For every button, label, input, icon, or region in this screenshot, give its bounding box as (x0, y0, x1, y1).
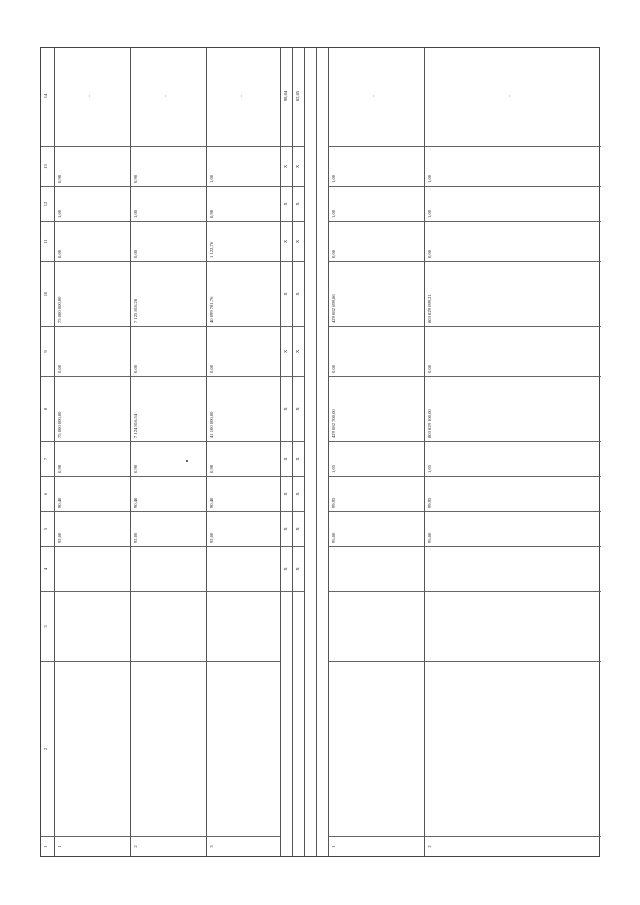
col-num-12: 12 (41, 186, 54, 221)
table-row (55, 48, 131, 856)
summary-label (281, 591, 292, 856)
col-num-6: 6 (41, 476, 54, 511)
col-num-3: 3 (41, 591, 54, 661)
summary-row (281, 48, 293, 856)
value-cell: 0,00 (55, 221, 130, 261)
summary-value: 82,85 (295, 90, 300, 102)
x-mark: X (281, 146, 292, 186)
unit-cell (329, 546, 424, 591)
x-mark: X (281, 186, 292, 221)
row-index: 3 (207, 836, 280, 856)
table-row (329, 48, 425, 856)
col-num-7: 7 (41, 441, 54, 476)
value-cell: 0,00 (329, 221, 424, 261)
x-mark: X (281, 261, 292, 326)
value-cell: 90,40 (55, 476, 130, 511)
value-cell: 1,00 (425, 146, 601, 186)
row-index: 2 (131, 836, 206, 856)
value-cell: 0,98 (131, 146, 206, 186)
table-row (131, 48, 207, 856)
unit-cell (425, 546, 601, 591)
x-mark: X (281, 376, 292, 441)
value-cell: 95,00 (425, 511, 601, 546)
report-table (40, 47, 600, 857)
event-description (131, 661, 206, 836)
x-mark: X (293, 146, 304, 186)
x-mark: X (293, 511, 304, 546)
col-num-1: 1 (41, 836, 54, 856)
x-mark: X (293, 261, 304, 326)
subprogram-title (305, 48, 317, 856)
col-num-10: 10 (41, 261, 54, 326)
value-cell: 1 122,76 (207, 221, 280, 261)
value-cell: 1,00 (329, 186, 424, 221)
x-mark: X (281, 546, 292, 591)
x-mark: X (281, 221, 292, 261)
unit-cell (55, 546, 130, 591)
value-cell: - (239, 95, 244, 97)
col-num-4: 4 (41, 546, 54, 591)
value-cell: 0,00 (329, 326, 424, 376)
value-cell: 75 000 000,00 (55, 376, 130, 441)
x-mark: X (281, 511, 292, 546)
col-num-8: 8 (41, 376, 54, 441)
value-cell: 1,00 (207, 146, 280, 186)
value-cell: 95,00 (329, 511, 424, 546)
value-cell: 1,05 (425, 441, 601, 476)
summary-row (293, 48, 305, 856)
value-cell: 99,95 (329, 476, 424, 511)
event-description (207, 661, 280, 836)
summary-value: 98,84 (283, 90, 288, 102)
value-cell: 1,00 (329, 146, 424, 186)
value-cell: 0,98 (207, 186, 280, 221)
column-number-row (41, 48, 55, 856)
value-cell: 0,98 (55, 146, 130, 186)
value-cell: 429 082 700,00 (329, 376, 424, 441)
col-num-9: 9 (41, 326, 54, 376)
value-cell: 7 125 816,28 (131, 261, 206, 326)
value-cell: 0,00 (55, 326, 130, 376)
x-mark: X (293, 546, 304, 591)
value-cell: 90,40 (131, 476, 206, 511)
value-cell: 0,00 (131, 326, 206, 376)
value-cell: 1,00 (425, 186, 601, 221)
col-num-2: 2 (41, 661, 54, 836)
x-mark: X (293, 441, 304, 476)
table-row (207, 48, 281, 856)
value-cell: 0,00 (425, 221, 601, 261)
value-cell: 0,00 (425, 326, 601, 376)
value-cell: - (371, 95, 376, 97)
value-cell: - (163, 95, 168, 97)
x-mark: X (281, 441, 292, 476)
event-description (55, 661, 130, 836)
value-cell: 0,98 (207, 441, 280, 476)
value-cell: 429 082 699,86 (329, 261, 424, 326)
value-cell: 1,05 (329, 441, 424, 476)
col-num-5: 5 (41, 511, 54, 546)
row-index: 1 (329, 836, 424, 856)
value-cell: 41 100 000,00 (207, 376, 280, 441)
x-mark: X (293, 376, 304, 441)
x-mark: X (293, 186, 304, 221)
value-cell: 90,40 (207, 476, 280, 511)
value-cell: 0,00 (131, 221, 206, 261)
unit-cell (131, 546, 206, 591)
value-cell: 99,95 (425, 476, 601, 511)
unit-cell (207, 546, 280, 591)
row-index: 1 (55, 836, 130, 856)
col-num-13: 13 (41, 146, 54, 186)
indicator-name (329, 591, 424, 661)
event-description (329, 661, 424, 836)
value-cell: 92,00 (55, 511, 130, 546)
x-mark: X (281, 326, 292, 376)
value-cell: 0,98 (131, 441, 206, 476)
om-title (317, 48, 329, 856)
x-mark: X (293, 326, 304, 376)
table-row (425, 48, 601, 856)
value-cell: 7 124 816,54 (131, 376, 206, 441)
value-cell: 92,00 (131, 511, 206, 546)
value-cell: 803 829 099,21 (425, 261, 601, 326)
value-cell: 803 829 100,00 (425, 376, 601, 441)
indicator-name (425, 591, 601, 661)
col-num-11: 11 (41, 221, 54, 261)
value-cell: 0,00 (207, 326, 280, 376)
event-description (425, 661, 601, 836)
x-mark: X (293, 476, 304, 511)
value-cell: 75 000 000,00 (55, 261, 130, 326)
row-index: 2 (425, 836, 601, 856)
indicator-name (207, 591, 280, 661)
value-cell: 1,00 (55, 186, 130, 221)
summary-label (293, 591, 304, 856)
rotated-table-wrapper (40, 47, 600, 857)
value-cell: 1,00 (131, 186, 206, 221)
value-cell: - (507, 95, 512, 97)
indicator-name (131, 591, 206, 661)
col-num-14: 14 (43, 93, 48, 99)
value-cell: 40 099 781,76 (207, 261, 280, 326)
value-cell: 0,98 (55, 441, 130, 476)
indicator-name (55, 591, 130, 661)
value-cell: 92,00 (207, 511, 280, 546)
x-mark: X (293, 221, 304, 261)
value-cell: - (87, 95, 92, 97)
x-mark: X (281, 476, 292, 511)
